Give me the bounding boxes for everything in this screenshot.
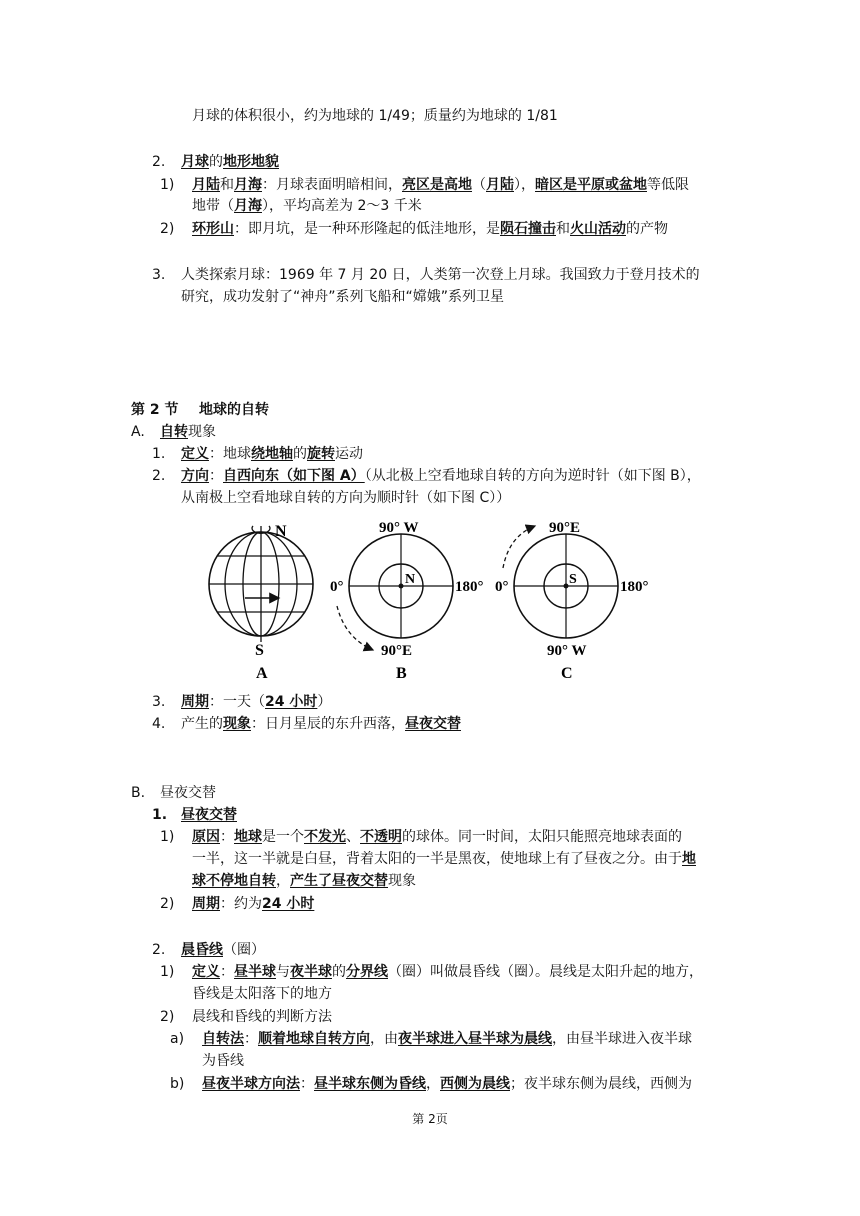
list-number: 2. — [152, 468, 166, 484]
moon-exploration-line-2: 研究，成功发射了“神舟”系列飞船和“嫦娥”系列卫星 — [181, 289, 505, 305]
page-footer: 第 2页 — [412, 1112, 448, 1126]
text: 是一个 — [262, 829, 304, 845]
label-bottom: 90° W — [547, 643, 587, 659]
terminator-methods: 晨线和昏线的判断方法 — [192, 1009, 332, 1025]
term: 定义 — [181, 446, 209, 462]
term: 球不停地自转 — [192, 873, 276, 889]
north-label: N — [275, 523, 287, 540]
text: ，由 — [370, 1031, 398, 1047]
term: 24 小时 — [262, 896, 315, 912]
term: 昼半球东侧为昏线 — [314, 1076, 426, 1092]
term: 月海 — [234, 177, 262, 193]
terminator-heading — [181, 940, 265, 960]
term: 亮区是高地 — [402, 177, 472, 193]
moon-exploration-line-1: 人类探索月球：1969 年 7 月 20 日，人类第一次登上月球。我国致力于登月技术的 — [181, 267, 700, 283]
list-number: 2. — [152, 154, 166, 170]
text: 现象 — [188, 424, 216, 440]
list-letter: B. — [131, 785, 146, 801]
text: 地带（ — [192, 198, 234, 214]
list-number: 1. — [152, 446, 166, 462]
term: 24 小时 — [265, 694, 318, 710]
text: ：一天（ — [209, 694, 265, 710]
text: 运动 — [335, 446, 363, 462]
text: （圈） — [223, 942, 265, 958]
text: 一半，这一半就是白昼，背着太阳的一半是黑夜，使地球上有了昼夜之分。由于 — [192, 851, 682, 867]
list-number: 3. — [152, 267, 166, 283]
moon-plains-line-2 — [192, 196, 422, 216]
term: 陨石撞击 — [500, 221, 556, 237]
caption-b: B — [396, 665, 407, 682]
text: ；夜半球东侧为晨线，西侧为 — [510, 1076, 692, 1092]
text: ： — [209, 468, 223, 484]
term: 昼夜半球方向法 — [202, 1076, 300, 1092]
rotation-arrow — [503, 526, 535, 568]
text: 的 — [293, 446, 307, 462]
text: ），平均高差为 2～3 千米 — [262, 198, 422, 214]
rotation-phenomena — [181, 714, 461, 734]
term: 自转 — [160, 424, 188, 440]
heading-text: 的 — [209, 154, 223, 170]
pole-dot — [399, 584, 404, 589]
term: 夜半球 — [290, 964, 332, 980]
term: 不透明 — [360, 829, 402, 845]
term: 周期 — [192, 896, 220, 912]
south-label: S — [255, 642, 264, 659]
label-top: 90°E — [549, 520, 581, 536]
caption-a: A — [256, 665, 268, 682]
method-rotation-line-2: 为昏线 — [202, 1053, 244, 1069]
list-number: 4. — [152, 716, 166, 732]
text: ：即月坑，是一种环形隆起的低洼地形，是 — [234, 221, 500, 237]
term: 不发光 — [304, 829, 346, 845]
label-left: 0° — [495, 579, 509, 595]
text: （从北极上空看地球自转的方向为逆时针（如下图 B）， — [364, 468, 701, 484]
text: 产生的 — [181, 716, 223, 732]
list-number: 1. — [152, 807, 168, 823]
list-number: 1) — [160, 829, 175, 845]
text: ）， — [514, 177, 535, 193]
list-letter: b) — [170, 1076, 185, 1092]
list-letter: A. — [131, 424, 145, 440]
label-right: 180° — [620, 579, 649, 595]
rotation-direction-line-2: 从南极上空看地球自转的方向为顺时针（如下图 C）） — [181, 490, 511, 506]
text: （ — [472, 177, 486, 193]
text: ， — [426, 1076, 440, 1092]
text: ：日月星辰的东升西落， — [251, 716, 405, 732]
term: 现象 — [223, 716, 251, 732]
text: ： — [220, 964, 234, 980]
list-number: 1) — [160, 177, 175, 193]
terminator-definition-line-1 — [192, 962, 703, 982]
text: ， — [276, 873, 290, 889]
text: 现象 — [388, 873, 416, 889]
terminator-definition-line-2: 昏线是太阳落下的地方 — [192, 986, 332, 1002]
term: 原因 — [192, 829, 220, 845]
text: 等低限 — [647, 177, 689, 193]
list-number: 1) — [160, 964, 175, 980]
method-rotation-line-1 — [202, 1029, 692, 1049]
figure-b-north-view — [330, 520, 484, 682]
term: 月海 — [234, 198, 262, 214]
text: 和 — [220, 177, 234, 193]
rotation-direction-line-1 — [181, 466, 701, 486]
label-bottom: 90°E — [381, 643, 413, 659]
list-number: 2. — [152, 942, 166, 958]
term: 暗区是平原或盆地 — [535, 177, 647, 193]
term: 方向 — [181, 468, 209, 484]
moon-volume-mass-text: 月球的体积很小，约为地球的 1/49；质量约为地球的 1/81 — [192, 108, 558, 124]
term: 环形山 — [192, 221, 234, 237]
moon-plains-line — [192, 175, 689, 195]
term: 定义 — [192, 964, 220, 980]
figure-c-south-view — [495, 520, 649, 682]
pole-label: S — [569, 572, 577, 587]
moon-craters-line — [192, 219, 668, 239]
term: 地球 — [234, 829, 262, 845]
heading-term: 月球 — [181, 154, 209, 170]
day-night-cause-line-2 — [192, 849, 696, 869]
day-night-cause-line-3 — [192, 871, 416, 891]
list-letter: a) — [170, 1031, 185, 1047]
term: 昼夜交替 — [405, 716, 461, 732]
text: 的球体。同一时间，太阳只能照亮地球表面的 — [402, 829, 682, 845]
rotation-definition — [181, 444, 363, 464]
pole-label: N — [405, 572, 416, 587]
list-number: 2) — [160, 221, 175, 237]
moon-terrain-heading — [181, 152, 279, 172]
day-night-period — [192, 894, 314, 914]
list-number: 2) — [160, 1009, 175, 1025]
text: ： — [300, 1076, 314, 1092]
rotation-heading — [160, 422, 216, 442]
text: ：地球 — [209, 446, 251, 462]
term: 昼半球 — [234, 964, 276, 980]
term: 月陆 — [192, 177, 220, 193]
text: 、 — [346, 829, 360, 845]
text: 与 — [276, 964, 290, 980]
pole-dot — [564, 584, 569, 589]
text: ： — [244, 1031, 258, 1047]
term: 西侧为晨线 — [440, 1076, 510, 1092]
text: ：月球表面明暗相间， — [262, 177, 402, 193]
text: ：约为 — [220, 896, 262, 912]
figure-a-globe — [209, 523, 313, 682]
term: 产生了昼夜交替 — [290, 873, 388, 889]
day-night-cause-line-1 — [192, 827, 682, 847]
term: 周期 — [181, 694, 209, 710]
text: 的产物 — [626, 221, 668, 237]
section-title: 地球的自转 — [199, 402, 269, 418]
text: ： — [220, 829, 234, 845]
term: 夜半球进入昼半球为晨线 — [398, 1031, 552, 1047]
term: 地 — [682, 851, 696, 867]
term: 晨昏线 — [181, 942, 223, 958]
term: 绕地轴 — [251, 446, 293, 462]
term: 自转法 — [202, 1031, 244, 1047]
term: 分界线 — [346, 964, 388, 980]
label-top: 90° W — [379, 520, 419, 536]
term: 火山活动 — [570, 221, 626, 237]
text: （圈）叫做晨昏线（圈）。晨线是太阳升起的地方， — [388, 964, 703, 980]
heading-term: 地形地貌 — [223, 154, 279, 170]
label-right: 180° — [455, 579, 484, 595]
term: 自西向东（如下图 A） — [223, 468, 365, 484]
rotation-period — [181, 692, 331, 712]
term: 月陆 — [486, 177, 514, 193]
text: ） — [317, 694, 332, 710]
rotation-arrow — [337, 606, 373, 650]
text: 和 — [556, 221, 570, 237]
list-number: 3. — [152, 694, 166, 710]
term: 顺着地球自转方向 — [258, 1031, 370, 1047]
day-night-heading: 昼夜交替 — [160, 785, 216, 801]
text: ，由昼半球进入夜半球 — [552, 1031, 692, 1047]
method-hemisphere-line-1 — [202, 1074, 692, 1094]
rotation-figure — [195, 518, 665, 686]
section-number: 第 2 节 — [131, 402, 179, 418]
list-number: 2) — [160, 896, 175, 912]
day-night-subheading: 昼夜交替 — [181, 807, 237, 823]
label-left: 0° — [330, 579, 344, 595]
text: 的 — [332, 964, 346, 980]
caption-c: C — [561, 665, 573, 682]
term: 旋转 — [307, 446, 335, 462]
